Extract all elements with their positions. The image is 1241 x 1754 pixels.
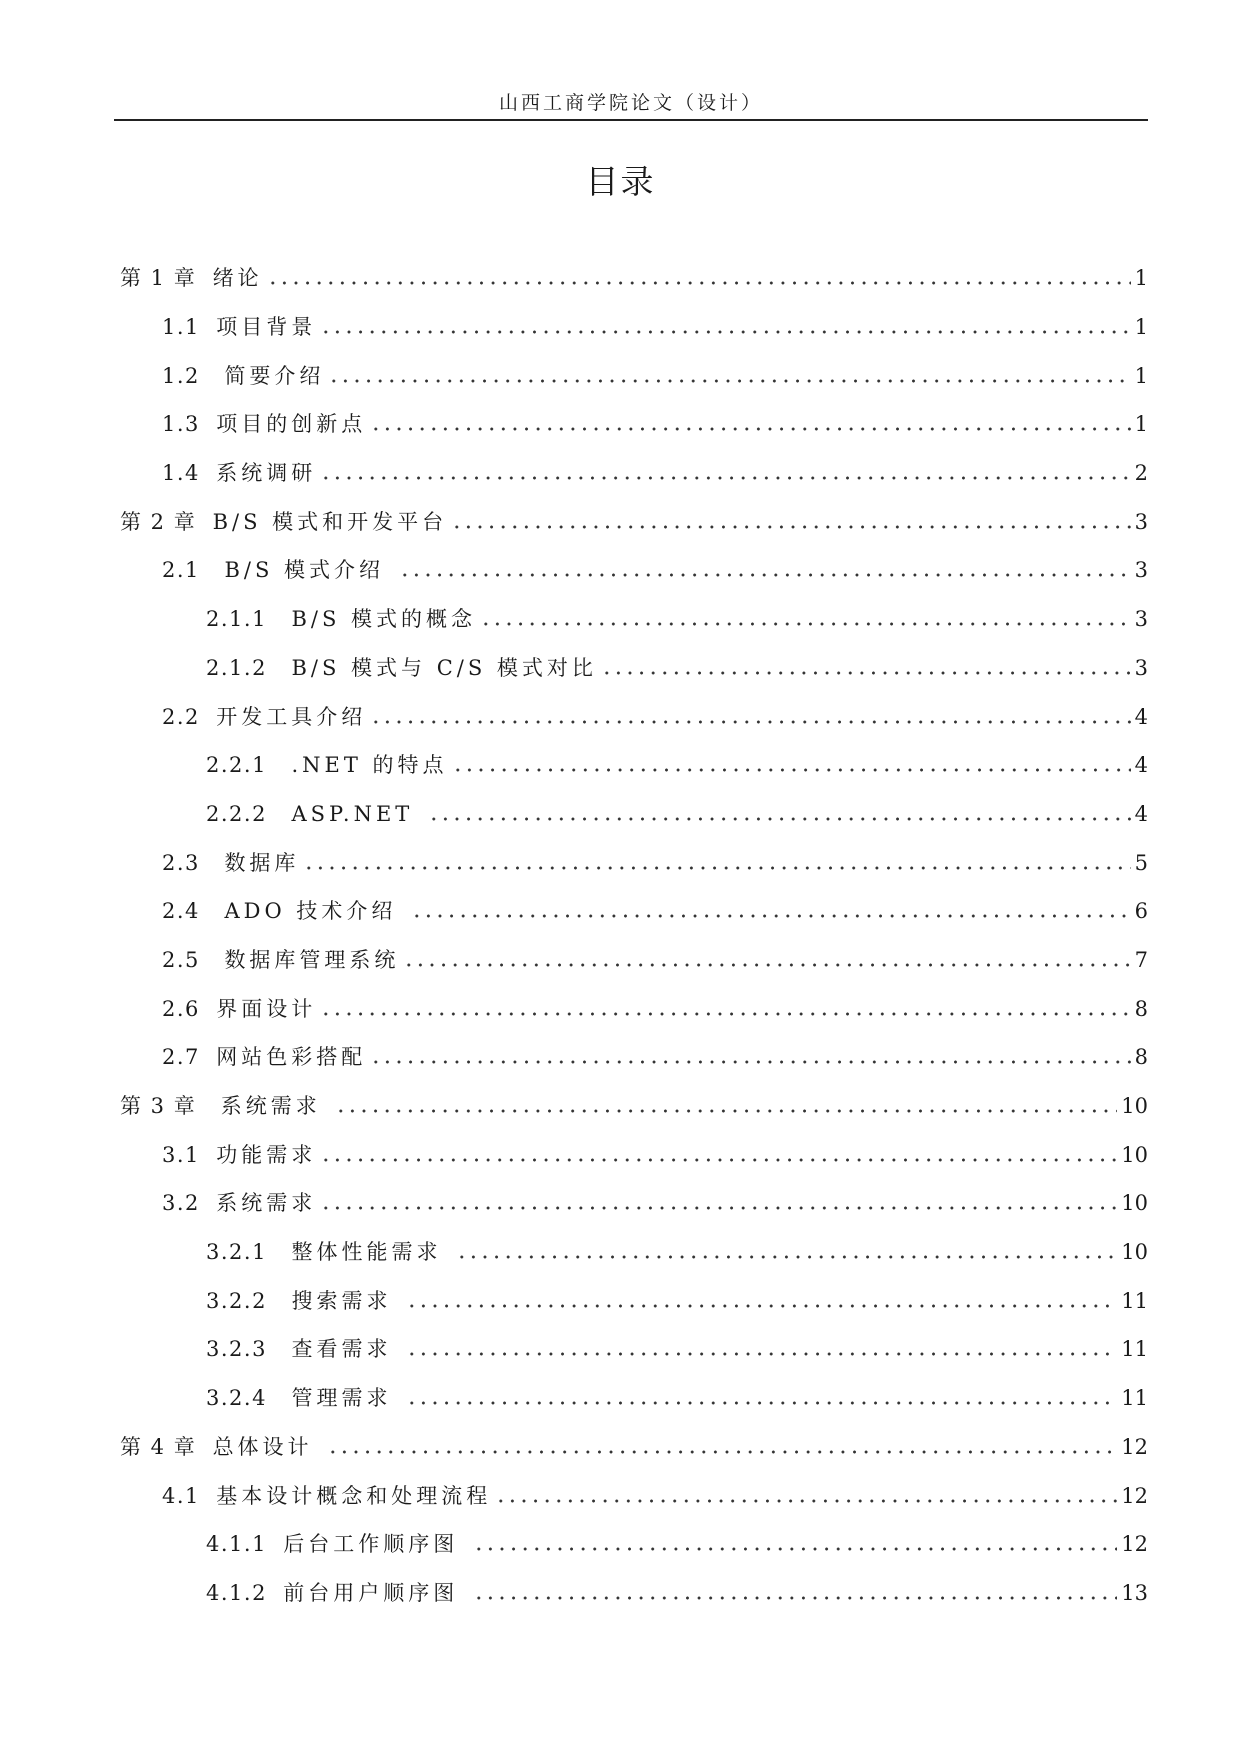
- toc-entry-title: .NET 的特点: [291, 753, 448, 778]
- toc-page-number: 11: [1121, 1386, 1148, 1411]
- toc-dot-leader: [428, 817, 1131, 821]
- toc-entry[interactable]: [0, 741, 1241, 790]
- toc-entry[interactable]: [0, 1374, 1241, 1423]
- toc-entry-title: 数据库管理系统: [224, 947, 400, 972]
- toc-entry-number: 2.1.1: [206, 607, 292, 632]
- toc-dot-leader: [406, 1304, 1117, 1308]
- toc-page-number: 3: [1134, 607, 1148, 632]
- table-of-contents: [0, 254, 1241, 1617]
- page-title: 目录: [585, 162, 656, 201]
- toc-entry[interactable]: [0, 400, 1241, 449]
- toc-entry-number: 1.3: [162, 412, 217, 437]
- toc-entry[interactable]: [0, 1228, 1241, 1277]
- toc-page-number: 12: [1121, 1483, 1148, 1508]
- toc-dot-leader: [411, 914, 1131, 918]
- toc-entry[interactable]: [0, 984, 1241, 1033]
- toc-entry-title: 前台用户顺序图: [283, 1580, 469, 1605]
- toc-page-number: 1: [1134, 412, 1148, 437]
- toc-page-number: 13: [1121, 1580, 1148, 1605]
- toc-entry-title: 查看需求: [291, 1337, 403, 1362]
- toc-entry-number: 2.2.1: [206, 753, 292, 778]
- toc-page-number: 3: [1134, 655, 1148, 680]
- toc-dot-leader: [406, 1352, 1117, 1356]
- toc-page-number: 3: [1134, 558, 1148, 583]
- toc-entry-number: 1.1: [162, 315, 217, 340]
- toc-entry[interactable]: [0, 449, 1241, 498]
- toc-page-number: 12: [1121, 1434, 1148, 1459]
- toc-entry[interactable]: [0, 303, 1241, 352]
- toc-dot-leader: [320, 476, 1130, 480]
- toc-page-number: 4: [1134, 704, 1148, 729]
- toc-dot-leader: [399, 573, 1131, 577]
- toc-page-number: 10: [1121, 1191, 1148, 1216]
- toc-page-number: 8: [1134, 996, 1148, 1021]
- toc-page-number: 10: [1121, 1094, 1148, 1119]
- toc-page-number: 1: [1134, 266, 1148, 291]
- toc-entry-title: ASP.NET: [291, 801, 424, 826]
- toc-entry[interactable]: [0, 1179, 1241, 1228]
- toc-entry-title: 简要介绍: [224, 363, 325, 388]
- toc-entry[interactable]: [0, 351, 1241, 400]
- toc-entry[interactable]: [0, 497, 1241, 546]
- toc-dot-leader: [303, 866, 1130, 870]
- toc-entry-number: 2.7: [162, 1045, 217, 1070]
- toc-entry-number: 3.1: [162, 1142, 217, 1167]
- toc-dot-leader: [320, 1012, 1130, 1016]
- toc-entry[interactable]: [0, 1082, 1241, 1131]
- toc-entry-number: 2.4: [162, 899, 225, 924]
- toc-dot-leader: [267, 281, 1131, 285]
- toc-dot-leader: [320, 330, 1130, 334]
- toc-dot-leader: [328, 379, 1130, 383]
- toc-entry-number: 1.4: [162, 461, 217, 486]
- toc-entry-number: 1.2: [162, 363, 225, 388]
- toc-dot-leader: [403, 963, 1130, 967]
- toc-entry-title: 搜索需求: [291, 1288, 403, 1313]
- toc-dot-leader: [601, 671, 1131, 675]
- toc-entry-title: B/S 模式与 C/S 模式对比: [291, 655, 597, 680]
- toc-entry-title: 界面设计: [216, 996, 317, 1021]
- toc-entry[interactable]: [0, 1569, 1241, 1618]
- toc-entry-title: 数据库: [224, 850, 300, 875]
- toc-entry-title: 总体设计: [212, 1434, 324, 1459]
- toc-entry-number: 第 4 章: [120, 1434, 213, 1459]
- toc-entry-title: ADO 技术介绍: [224, 899, 408, 924]
- toc-dot-leader: [473, 1596, 1117, 1600]
- toc-entry-number: 第 2 章: [120, 509, 213, 534]
- toc-entry[interactable]: [0, 790, 1241, 839]
- toc-entry[interactable]: [0, 1423, 1241, 1472]
- toc-dot-leader: [370, 720, 1130, 724]
- toc-entry[interactable]: [0, 1033, 1241, 1082]
- toc-entry-number: 3.2.1: [206, 1240, 292, 1265]
- toc-entry-number: 第 1 章: [120, 266, 213, 291]
- toc-page-number: 1: [1134, 315, 1148, 340]
- toc-dot-leader: [370, 1060, 1130, 1064]
- toc-entry-number: 2.2.2: [206, 801, 292, 826]
- toc-entry-title: 系统需求: [216, 1191, 317, 1216]
- toc-entry[interactable]: [0, 1520, 1241, 1569]
- toc-entry-title: 后台工作顺序图: [283, 1532, 469, 1557]
- toc-page-number: 11: [1121, 1288, 1148, 1313]
- toc-entry-title: B/S 模式的概念: [291, 607, 477, 632]
- toc-entry-number: 2.3: [162, 850, 225, 875]
- toc-entry[interactable]: [0, 887, 1241, 936]
- toc-page-number: 10: [1121, 1142, 1148, 1167]
- toc-entry-number: 4.1.1: [206, 1532, 284, 1557]
- toc-entry-title: 整体性能需求: [291, 1240, 453, 1265]
- toc-dot-leader: [495, 1499, 1117, 1503]
- toc-page-number: 3: [1134, 509, 1148, 534]
- toc-dot-leader: [480, 622, 1131, 626]
- toc-page-number: 4: [1134, 753, 1148, 778]
- toc-entry[interactable]: [0, 692, 1241, 741]
- toc-entry-number: 3.2: [162, 1191, 217, 1216]
- toc-dot-leader: [451, 525, 1130, 529]
- toc-dot-leader: [473, 1547, 1117, 1551]
- toc-entry[interactable]: [0, 546, 1241, 595]
- toc-entry-title: 基本设计概念和处理流程: [216, 1483, 492, 1508]
- toc-page-number: 12: [1121, 1532, 1148, 1557]
- toc-dot-leader: [327, 1450, 1117, 1454]
- toc-page-number: 8: [1134, 1045, 1148, 1070]
- toc-entry-title: B/S 模式和开发平台: [212, 509, 448, 534]
- toc-page-number: 10: [1121, 1240, 1148, 1265]
- toc-entry-title: 项目的创新点: [216, 412, 367, 437]
- toc-page-number: 5: [1134, 850, 1148, 875]
- toc-entry-title: 项目背景: [216, 315, 317, 340]
- toc-dot-leader: [456, 1255, 1117, 1259]
- toc-dot-leader: [406, 1401, 1117, 1405]
- toc-entry[interactable]: [0, 1325, 1241, 1374]
- toc-entry-number: 2.2: [162, 704, 217, 729]
- toc-entry[interactable]: [0, 644, 1241, 693]
- toc-entry-title: 管理需求: [291, 1386, 403, 1411]
- toc-page-number: 7: [1134, 947, 1148, 972]
- toc-entry-title: 网站色彩搭配: [216, 1045, 367, 1070]
- toc-page-number: 1: [1134, 363, 1148, 388]
- toc-entry-number: 2.1.2: [206, 655, 292, 680]
- toc-dot-leader: [370, 427, 1130, 431]
- toc-entry-title: 功能需求: [216, 1142, 317, 1167]
- toc-page-number: 6: [1134, 899, 1148, 924]
- toc-entry-number: 3.2.4: [206, 1386, 292, 1411]
- toc-entry-number: 3.2.2: [206, 1288, 292, 1313]
- toc-entry[interactable]: [0, 1130, 1241, 1179]
- toc-entry-title: 绪论: [212, 266, 263, 291]
- toc-entry-number: 2.6: [162, 996, 217, 1021]
- toc-entry-number: 第 3 章: [120, 1094, 221, 1119]
- toc-entry-number: 2.5: [162, 947, 225, 972]
- toc-page-number: 4: [1134, 801, 1148, 826]
- toc-dot-leader: [320, 1158, 1117, 1162]
- toc-entry-number: 4.1: [162, 1483, 217, 1508]
- toc-entry-number: 3.2.3: [206, 1337, 292, 1362]
- toc-entry-title: 系统调研: [216, 461, 317, 486]
- header-rule: [114, 119, 1148, 121]
- toc-entry-title: 系统需求: [220, 1094, 332, 1119]
- toc-entry[interactable]: [0, 1276, 1241, 1325]
- toc-entry[interactable]: [0, 595, 1241, 644]
- toc-entry-number: 2.1: [162, 558, 225, 583]
- running-header: 山西工商学院论文（设计）: [498, 92, 763, 114]
- toc-entry[interactable]: [0, 1471, 1241, 1520]
- toc-page-number: 11: [1121, 1337, 1148, 1362]
- toc-entry-title: 开发工具介绍: [216, 704, 367, 729]
- toc-entry[interactable]: [0, 838, 1241, 887]
- toc-entry[interactable]: [0, 254, 1241, 303]
- toc-dot-leader: [320, 1206, 1117, 1210]
- toc-dot-leader: [452, 768, 1131, 772]
- toc-page-number: 2: [1134, 461, 1148, 486]
- toc-entry[interactable]: [0, 936, 1241, 985]
- toc-entry-title: B/S 模式介绍: [224, 558, 395, 583]
- toc-entry-number: 4.1.2: [206, 1580, 284, 1605]
- toc-dot-leader: [335, 1109, 1117, 1113]
